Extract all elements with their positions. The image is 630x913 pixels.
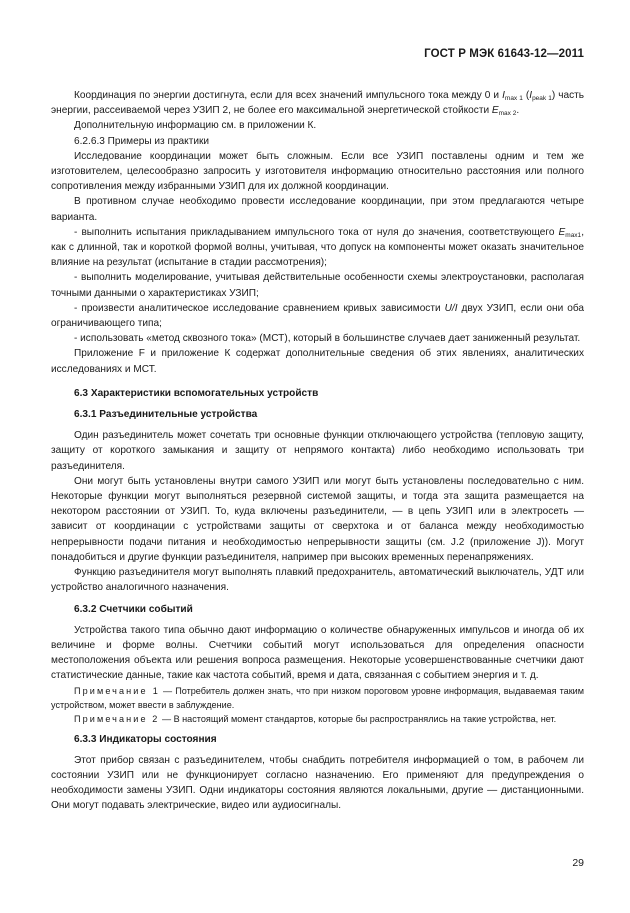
subsection-title-6-2-6-3: 6.2.6.3 Примеры из практики <box>74 135 210 147</box>
annex-k-reference: Дополнительную информацию см. в приложении К. <box>74 120 317 132</box>
event-counters-paragraph: Устройства такого типа обычно дают информацию о количестве обнаруженных импульсов и иногда об их величине и форме волны. Счетчики событий могут использоваться для определения опасности местоположения объекта или решения вопроса размещения. Некоторые усовершенствованные счетчики дают статистические данные, такие как частота событий, время и дата, связанная с событием энергия и т. д. <box>51 624 584 682</box>
option-1-item: - выполнить испытания прикладыванием импульсного тока от нуля до значения, соответствующего $E_{max1}$, как с длинной, так и короткой формой волны, учитывая, что допуск на компоненты может оказать значительное влияние на результат (испытание в стадии рассмотрения); <box>51 226 584 269</box>
section-heading-6-3: 6.3 Характеристики вспомогательных устройств <box>74 387 319 399</box>
status-indicators-paragraph: Этот прибор связан с разъединителем, чтобы снабдить потребителя информацией о том, в рабочем ли состоянии УЗИП или не функционирует согласно назначению. Его применяют для предупреждения о необходимости замены УЗИП. Одни индикаторы состояния являются локальными, другие — дистанционными. Они могут подавать электрические, видео или аудиосигналы. <box>51 754 584 812</box>
page-body <box>51 88 584 814</box>
four-options-paragraph: В противном случае необходимо провести исследование координации, при этом предлагаются четыре варианта. <box>51 196 584 223</box>
coordination-study-paragraph: Исследование координации может быть сложным. Если все УЗИП поставлены одним и тем же изготовителем, целесообразно запросить у изготовителя информацию относительно расстояния или полного сопротивления между избранными УЗИП для их должной координации. <box>51 150 584 193</box>
disconnector-installation-paragraph: Они могут быть установлены внутри самого УЗИП или могут быть установлены последовательно с ним. Некоторые функции могут выполняться резервной системой защиты, и тогда эта защита размещается на некотором расстоянии от УЗИП. То, куда включены разъединители, — в цепь УЗИП или в электросеть — зависит от координации с устройствами защиты от сверхтока и от баланса между необходимостью непрерывности подачи питания и необходимостью непрерывности защиты (см. J.2 (приложение J)). Могут понадобиться и другие функции разъединителя, например при высоких временных перенапряжениях. <box>51 475 584 563</box>
note-2: Примечание 2 — В настоящий момент стандартов, которые бы распространялись на такие устройства, нет. <box>74 713 557 724</box>
section-heading-6-3-1: 6.3.1 Разъединительные устройства <box>74 409 258 421</box>
option-2-item: - выполнить моделирование, учитывая действительные особенности схемы электроустановки, располагая точными данными о характеристиках УЗИП; <box>51 272 584 299</box>
section-heading-6-3-2: 6.3.2 Счетчики событий <box>74 603 193 615</box>
energy-coordination-paragraph: Координация по энергии достигнута, если для всех значений импульсного тока между 0 и $I_{max 1}$ $(I_{peak 1})$ часть энергии, рассеиваемой через УЗИП 2, не более его максимальной энергетической стойкости $E_{max 2}$. <box>51 90 585 118</box>
disconnector-devices-paragraph: Функцию разъединителя могут выполнять плавкий предохранитель, автоматический выключатель, УДТ или устройство аналогичного назначения. <box>51 567 584 594</box>
running-header: ГОСТ Р МЭК 61643-12—2011 <box>424 48 584 60</box>
section-heading-6-3-3: 6.3.3 Индикаторы состояния <box>74 733 217 745</box>
option-4-item: - использовать «метод сквозного тока» (МСТ), который в большинстве случаев дает заниженный результат. <box>74 333 581 345</box>
annex-f-k-paragraph: Приложение F и приложение К содержат дополнительные сведения об этих явлениях, аналитических исследованиях и МСТ. <box>51 348 584 375</box>
note-1: Примечание 1 — Потребитель должен знать, что при низком пороговом уровне информация, выдаваемая таким устройством, может ввести в заблуждение. <box>51 685 585 710</box>
page-number: 29 <box>572 857 584 869</box>
disconnector-functions-paragraph: Один разъединитель может сочетать три основные функции отключающего устройства (тепловую защиту, защиту от короткого замыкания и защиту от непрямого контакта) либо необходимо использовать три разъединителя. <box>51 430 584 472</box>
option-3-item: - произвести аналитическое исследование сравнением кривых зависимости U/I двух УЗИП, если они оба ограничивающего типа; <box>51 302 584 330</box>
